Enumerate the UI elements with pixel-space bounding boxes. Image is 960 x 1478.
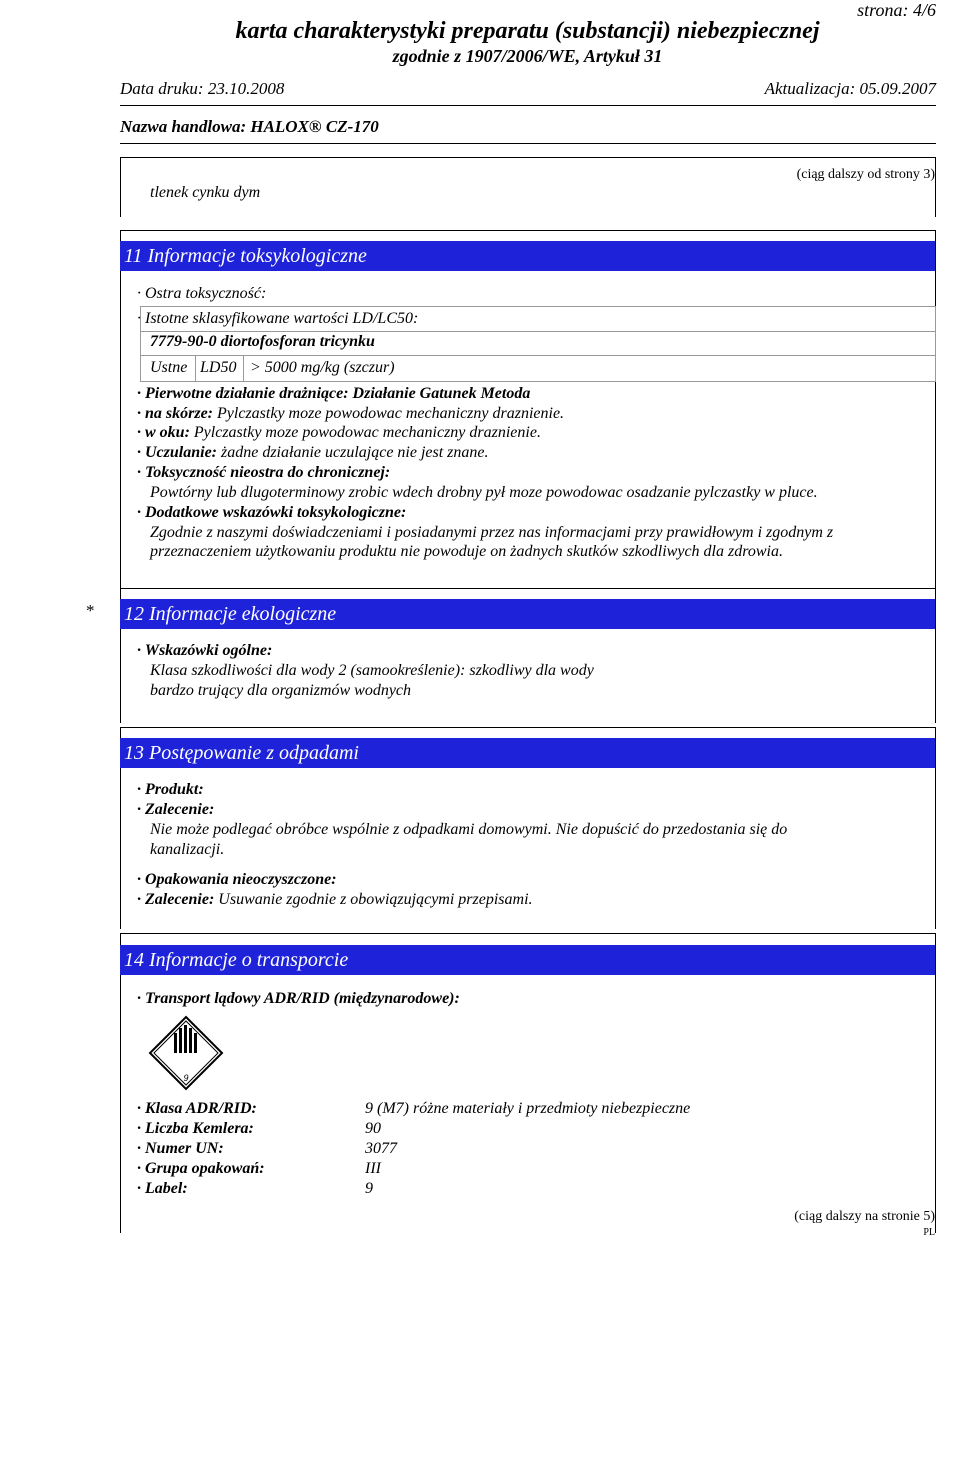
- document-title: karta charakterystyki preparatu (substancji) niebezpiecznej: [235, 18, 820, 44]
- additional-info-label: · Dodatkowe wskazówki toksykologiczne:: [137, 504, 407, 521]
- cell-divider: [243, 355, 244, 382]
- additional-info-line2: przeznaczeniem użytkowaniu produktu nie powoduje on żadnych skutków szkodliwych dla zdrowia.: [150, 543, 783, 560]
- language-code: PL: [923, 1227, 935, 1238]
- skin-text: Pylczastky moze powodowac mechaniczny draznienie.: [217, 405, 565, 422]
- chronic-toxicity-text: Powtórny lub dlugoterminowy zrobic wdech drobny pył moze powodowac osadzanie pylczastky w pluce.: [150, 484, 818, 501]
- recommendation-line1: Nie może podlegać obróbce wspólnie z odpadkami domowymi. Nie dopuścić do przedostania się do: [150, 821, 788, 838]
- skin-label: · na skórze:: [137, 405, 214, 422]
- continuation-next: (ciąg dalszy na stronie 5): [794, 1209, 935, 1224]
- primary-irritation: · Pierwotne działanie drażniące: Działanie Gatunek Metoda: [137, 385, 531, 402]
- ld50-value: > 5000 mg/kg (szczur): [250, 359, 395, 376]
- section-11-heading: 11 Informacje toksykologiczne: [120, 241, 935, 271]
- document-subtitle: zgodnie z 1907/2006/WE, Artykuł 31: [392, 46, 663, 66]
- transport-key: · Klasa ADR/RID:: [137, 1100, 257, 1117]
- section-13-heading: 13 Postępowanie z odpadami: [120, 738, 935, 768]
- print-date: Data druku: 23.10.2008: [120, 79, 285, 98]
- transport-value: 90: [365, 1120, 381, 1137]
- change-marker: *: [86, 601, 95, 620]
- transport-key: · Numer UN:: [137, 1140, 224, 1157]
- acute-toxicity-label: · Ostra toksyczność:: [137, 285, 267, 302]
- transport-value: 9: [365, 1180, 373, 1197]
- header-rule: [120, 105, 936, 106]
- land-transport-label: · Transport lądowy ADR/RID (międzynarodowe):: [137, 990, 460, 1007]
- continuation-from: (ciąg dalszy od strony 3): [796, 167, 935, 182]
- trade-name: Nazwa handlowa: HALOX® CZ-170: [120, 117, 379, 136]
- product-label: · Produkt:: [137, 781, 204, 798]
- transport-value: 9 (M7) różne materiały i przedmioty niebezpieczne: [365, 1100, 691, 1117]
- sensitization-label: · Uczulanie:: [137, 444, 217, 461]
- eye-label: · w oku:: [137, 424, 190, 441]
- route-oral: Ustne: [150, 359, 188, 376]
- sensitization-text: żadne działanie uczulające nie jest znane.: [221, 444, 489, 461]
- trade-name-rule: [120, 143, 936, 144]
- additional-info-line1: Zgodnie z naszymi doświadczeniami i posiadanymi przez nas informacjami przy prawidłowym i zgodnym z: [150, 524, 834, 541]
- section-14-heading: 14 Informacje o transporcie: [120, 945, 935, 975]
- ld50-table-divider: [140, 331, 936, 332]
- classified-values-label: · Istotne sklasyfikowane wartości LD/LC50:: [137, 310, 419, 327]
- recommendation-label: · Zalecenie:: [137, 801, 215, 818]
- transport-value: III: [365, 1160, 381, 1177]
- continuation-left: tlenek cynku dym: [150, 184, 261, 201]
- water-hazard-line1: Klasa szkodliwości dla wody 2 (samookreślenie): szkodliwy dla wody: [150, 662, 594, 679]
- transport-key: · Liczba Kemlera:: [137, 1120, 254, 1137]
- packaging-label: · Opakowania nieoczyszczone:: [137, 871, 337, 888]
- water-hazard-line2: bardzo trujący dla organizmów wodnych: [150, 682, 412, 699]
- general-notes-label: · Wskazówki ogólne:: [137, 642, 273, 659]
- chronic-toxicity-label: · Toksyczność nieostra do chronicznej:: [137, 464, 391, 481]
- update-date: Aktualizacja: 05.09.2007: [764, 79, 936, 98]
- section-14-frame: [120, 933, 936, 1233]
- recommendation2-text: Usuwanie zgodnie z obowiązującymi przepisami.: [218, 891, 533, 908]
- substance-name: 7779-90-0 diortofosforan tricynku: [150, 333, 375, 350]
- eye-text: Pylczastky moze powodowac mechaniczny draznienie.: [193, 424, 541, 441]
- ld50-row-divider: [140, 355, 936, 356]
- recommendation-line2: kanalizacji.: [150, 841, 225, 858]
- cell-divider: [195, 355, 196, 382]
- page-number: strona: 4/6: [857, 0, 936, 20]
- section-12-heading: 12 Informacje ekologiczne: [120, 599, 935, 629]
- diamond-class-number: 9: [183, 1073, 189, 1083]
- class-9-hazard-diamond-icon: [148, 1015, 224, 1091]
- recommendation2-label: · Zalecenie:: [137, 891, 215, 908]
- ld50-label: LD50: [200, 359, 237, 376]
- transport-key: · Grupa opakowań:: [137, 1160, 265, 1177]
- transport-key: · Label:: [137, 1180, 188, 1197]
- transport-value: 3077: [365, 1140, 397, 1157]
